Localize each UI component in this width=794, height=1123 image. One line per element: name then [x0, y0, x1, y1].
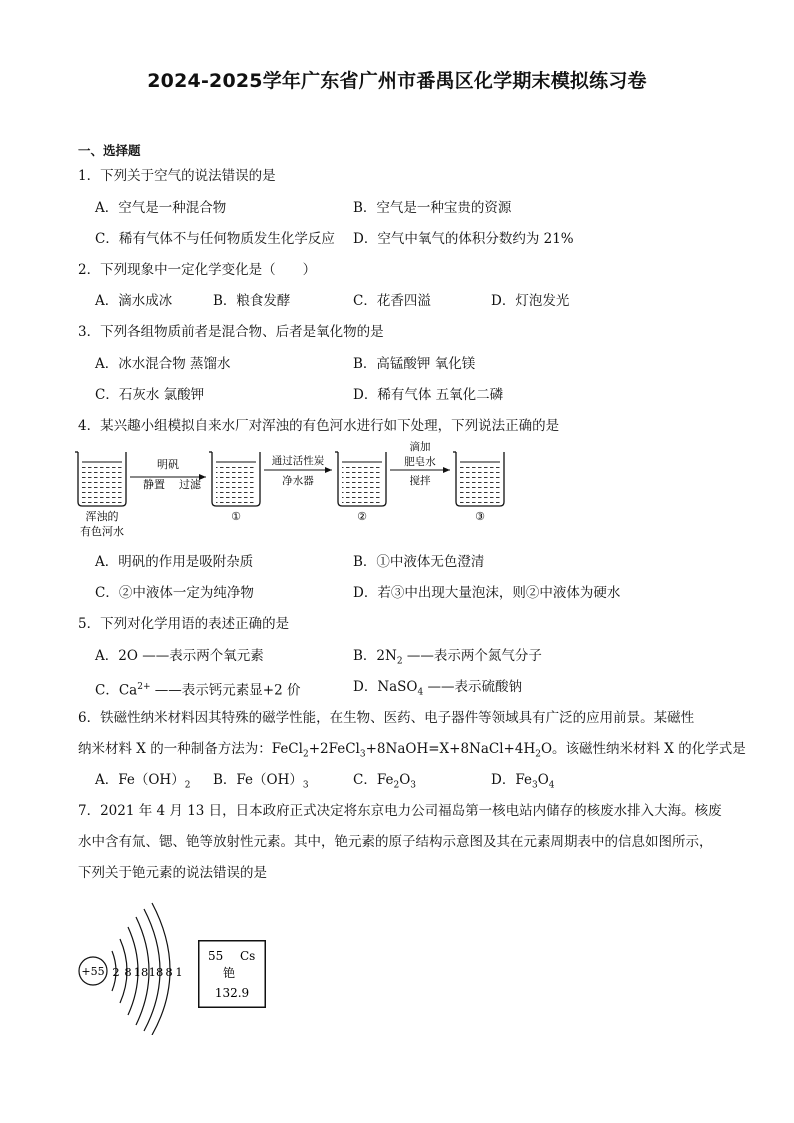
beaker-1-label: ①: [231, 510, 241, 523]
q4-option-c: C．②中液体一定为纯净物: [95, 585, 254, 601]
nucleus-charge: +55: [81, 965, 105, 978]
shell-4-electrons: 18: [148, 965, 164, 979]
q2-option-a: A．滴水成冰: [95, 293, 173, 309]
river-water-label-1: 浑浊的: [85, 510, 119, 523]
water-treatment-diagram: [70, 440, 520, 542]
element-name: 铯: [222, 966, 236, 980]
q5-option-c: C．$Ca^{2+}$ ——表示钙元素显+2 价: [95, 682, 301, 699]
step3-add-label: 滴加: [409, 441, 431, 453]
shell-6-electrons: 1: [175, 965, 183, 979]
q6-option-d: D．$Fe_3O_4$: [491, 772, 555, 791]
step2-carbon-label: 通过活性炭: [271, 455, 325, 467]
q4-option-d: D．若③中出现大量泡沫，则②中液体为硬水: [353, 585, 621, 601]
cesium-atom-structure-diagram: [76, 895, 192, 1035]
q4-option-a: A．明矾的作用是吸附杂质: [95, 554, 254, 570]
shell-2-electrons: 8: [124, 965, 132, 979]
step2-purifier-label: 净水器: [282, 475, 314, 487]
question-4-stem: 4．某兴趣小组模拟自来水厂对浑浊的有色河水进行如下处理，下列说法正确的是: [78, 418, 560, 434]
q4-option-b: B．①中液体无色澄清: [353, 554, 485, 570]
shell-5-electrons: 8: [165, 965, 173, 979]
beaker-2: [335, 452, 386, 506]
q5-option-d: D．NaSO$_4$ ——表示硫酸钠: [353, 679, 523, 698]
question-2-stem: 2．下列现象中一定化学变化是（ ）: [78, 262, 317, 278]
q6-option-c: C．$Fe_2O_3$: [353, 772, 416, 791]
question-7-stem-line-3: 下列关于铯元素的说法错误的是: [78, 865, 267, 881]
shell-3-electrons: 18: [133, 965, 149, 979]
question-6-stem-line-1: 6．铁磁性纳米材料因其特殊的磁学性能，在生物、医药、电子器件等领域具有广泛的应用前景。某磁性: [78, 710, 695, 726]
shell-1-electrons: 2: [112, 965, 120, 979]
beaker-river-water: [75, 452, 126, 506]
river-water-label-2: 有色河水: [80, 525, 124, 538]
q3-option-b: B．高锰酸钾 氧化镁: [353, 356, 476, 372]
q3-option-a: A．冰水混合物 蒸馏水: [95, 356, 231, 372]
q6-option-b: B．$Fe(OH)_3$: [213, 772, 309, 791]
page-title: 2024-2025学年广东省广州市番禺区化学期末模拟练习卷: [147, 70, 647, 92]
question-3-stem: 3．下列各组物质前者是混合物、后者是氧化物的是: [78, 324, 384, 340]
question-1-stem: 1．下列关于空气的说法错误的是: [78, 168, 276, 184]
q1-option-d: D．空气中氧气的体积分数约为 21%: [353, 231, 574, 247]
periodic-table-cell: [198, 940, 266, 1008]
step1-settle-label: 静置: [143, 478, 165, 491]
step3-stir-label: 搅拌: [409, 475, 431, 487]
question-7-stem-line-2: 水中含有氚、锶、铯等放射性元素。其中，铯元素的原子结构示意图及其在元素周期表中的信息如图所示，: [78, 834, 713, 850]
q2-option-c: C．花香四溢: [353, 293, 431, 309]
q1-option-a: A．空气是一种混合物: [95, 200, 227, 216]
q2-option-b: B．粮食发酵: [213, 293, 291, 309]
beaker-2-label: ②: [357, 510, 367, 523]
q3-option-c: C．石灰水 氯酸钾: [95, 387, 205, 403]
question-7-stem-line-1: 7．2021 年 4 月 13 日，日本政府正式决定将东京电力公司福岛第一核电站内储存的核废水排入大海。核废: [78, 803, 722, 819]
step3-soap-label: 肥皂水: [404, 456, 436, 468]
q2-option-d: D．灯泡发光: [491, 293, 570, 309]
q1-option-b: B．空气是一种宝贵的资源: [353, 200, 512, 216]
q1-option-c: C．稀有气体不与任何物质发生化学反应: [95, 231, 335, 247]
question-5-stem: 5．下列对化学用语的表述正确的是: [78, 616, 290, 632]
beaker-3-label: ③: [475, 510, 485, 523]
element-symbol: Cs: [240, 949, 256, 963]
q5-option-a: A．2O ——表示两个氧元素: [95, 648, 264, 664]
atomic-mass: 132.9: [214, 986, 250, 1000]
q5-option-b: B．$2N_2$ ——表示两个氮气分子: [353, 648, 542, 667]
step1-filter-label: 过滤: [179, 478, 201, 491]
q3-option-d: D．稀有气体 五氧化二磷: [353, 387, 504, 403]
beaker-3: [453, 452, 504, 506]
atomic-number: 55: [208, 949, 224, 963]
section-heading: 一、选择题: [78, 143, 141, 158]
beaker-1: [209, 452, 260, 506]
question-6-stem-line-2: 纳米材料 X 的一种制备方法为：$FeCl_2+2FeCl_3+8NaOH=X+8NaCl+4H_2O$。该磁性纳米材料 X 的化学式是: [78, 741, 746, 760]
step1-alum-label: 明矾: [157, 458, 179, 471]
q6-option-a: A．$Fe(OH)_2$: [95, 772, 191, 791]
